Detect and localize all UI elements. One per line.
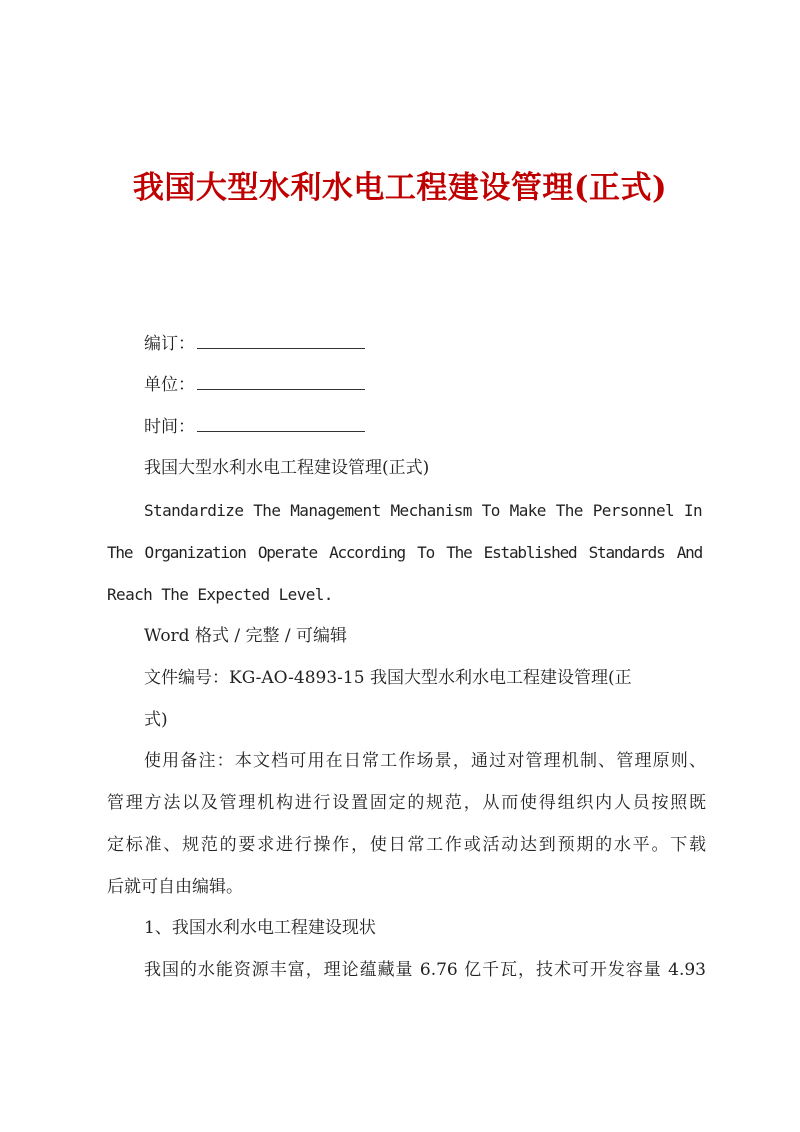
field-edit-label: 编订： (144, 334, 195, 354)
note-line-1: 使用备注：本文档可用在日常工作场景，通过对管理机制、管理原则、 (144, 751, 706, 771)
field-edit (144, 332, 365, 356)
file-number-line-1: 文件编号：KG-AO-4893-15 我国大型水利水电工程建设管理(正 (144, 668, 632, 688)
format-line: Word 格式 / 完整 / 可编辑 (144, 626, 348, 646)
note-line-3: 定标准、规范的要求进行操作，使日常工作或活动达到预期的水平。下载 (107, 835, 706, 855)
field-unit-label: 单位： (144, 375, 195, 395)
document-subtitle: 我国大型水利水电工程建设管理(正式) (144, 458, 430, 478)
file-number-line-2: 式) (144, 710, 168, 730)
english-line-3: Reach The Expected Level. (107, 585, 333, 604)
field-edit-blank (197, 332, 365, 349)
note-line-4: 后就可自由编辑。 (107, 877, 243, 897)
field-time-blank (197, 415, 365, 432)
body-line-1: 我国的水能资源丰富，理论蕴藏量 6.76 亿千瓦，技术可开发容量 4.93 (144, 960, 706, 980)
english-line-2: The Organization Operate According To The Established Standards And (107, 543, 702, 562)
field-time (144, 415, 365, 439)
note-line-2: 管理方法以及管理机构进行设置固定的规范，从而使得组织内人员按照既 (107, 793, 706, 813)
field-unit-blank (197, 373, 365, 390)
field-unit (144, 373, 365, 397)
field-time-label: 时间： (144, 417, 195, 437)
document-title: 我国大型水利水电工程建设管理(正式) (132, 170, 668, 206)
section-heading: 1、我国水利水电工程建设现状 (144, 918, 376, 938)
english-line-1: Standardize The Management Mechanism To Make The Personnel In (144, 501, 702, 520)
